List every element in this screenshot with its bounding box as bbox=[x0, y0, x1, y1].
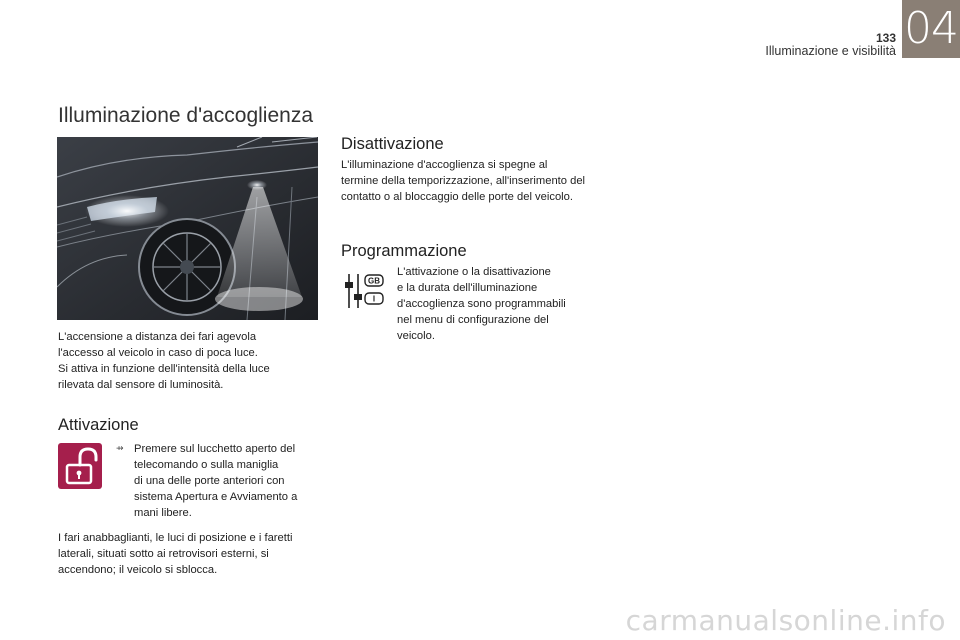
unlock-padlock-icon bbox=[58, 443, 102, 489]
attivazione-heading: Attivazione bbox=[58, 416, 139, 434]
programmazione-line: e la durata dell'illuminazione bbox=[397, 282, 538, 294]
programmazione-line: nel menu di configurazione del bbox=[397, 314, 549, 326]
disattivazione-heading: Disattivazione bbox=[341, 135, 444, 153]
programmazione-line: d'accoglienza sono programmabili bbox=[397, 298, 566, 310]
car-welcome-light-image bbox=[57, 137, 318, 320]
intro-paragraph bbox=[58, 329, 320, 393]
programmazione-line: veicolo. bbox=[397, 330, 435, 342]
chapter-number: 04 bbox=[904, 3, 958, 54]
attivazione-result-paragraph bbox=[58, 530, 328, 578]
programmazione-heading: Programmazione bbox=[341, 242, 467, 260]
watermark-text[interactable]: carmanualsonline.info bbox=[625, 604, 946, 637]
bullet-line: sistema Apertura e Avviamento a bbox=[134, 491, 298, 503]
disattivazione-paragraph bbox=[341, 157, 621, 205]
intro-line: L'accensione a distanza dei fari agevola bbox=[58, 331, 257, 343]
result-line: laterali, situati sotto ai retrovisori esterni, si bbox=[58, 548, 269, 560]
intro-line: Si attiva in funzione dell'intensità della luce bbox=[58, 363, 270, 375]
page-number: 133 bbox=[875, 31, 896, 45]
chapter-title: Illuminazione e visibilità bbox=[765, 44, 896, 58]
bullet-line: telecomando o sulla maniglia bbox=[134, 459, 279, 471]
bullet-line: di una delle porte anteriori con bbox=[134, 475, 285, 487]
chapter-tab bbox=[902, 0, 960, 58]
bullet-symbol: ⇸ bbox=[116, 443, 124, 453]
language-badge-top: GB bbox=[368, 276, 380, 286]
bullet-line: mani libere. bbox=[134, 507, 192, 519]
result-line: accendono; il veicolo si sblocca. bbox=[58, 564, 218, 576]
settings-sliders-icon bbox=[341, 270, 387, 312]
intro-line: rilevata dal sensore di luminosità. bbox=[58, 379, 224, 391]
programmazione-paragraph bbox=[397, 264, 597, 344]
result-line: I fari anabbaglianti, le luci di posizione e i faretti bbox=[58, 532, 293, 544]
disattivazione-line: contatto o al bloccaggio delle porte del veicolo. bbox=[341, 191, 573, 203]
disattivazione-line: L'illuminazione d'accoglienza si spegne al bbox=[341, 159, 548, 171]
intro-line: l'accesso al veicolo in caso di poca luce. bbox=[58, 347, 258, 359]
disattivazione-line: termine della temporizzazione, all'inserimento del bbox=[341, 175, 586, 187]
bullet-line: Premere sul lucchetto aperto del bbox=[134, 443, 296, 455]
language-badge-bottom: I bbox=[372, 294, 376, 304]
programmazione-line: L'attivazione o la disattivazione bbox=[397, 266, 551, 278]
page-title: Illuminazione d'accoglienza bbox=[58, 104, 313, 127]
attivazione-bullet bbox=[134, 441, 324, 521]
